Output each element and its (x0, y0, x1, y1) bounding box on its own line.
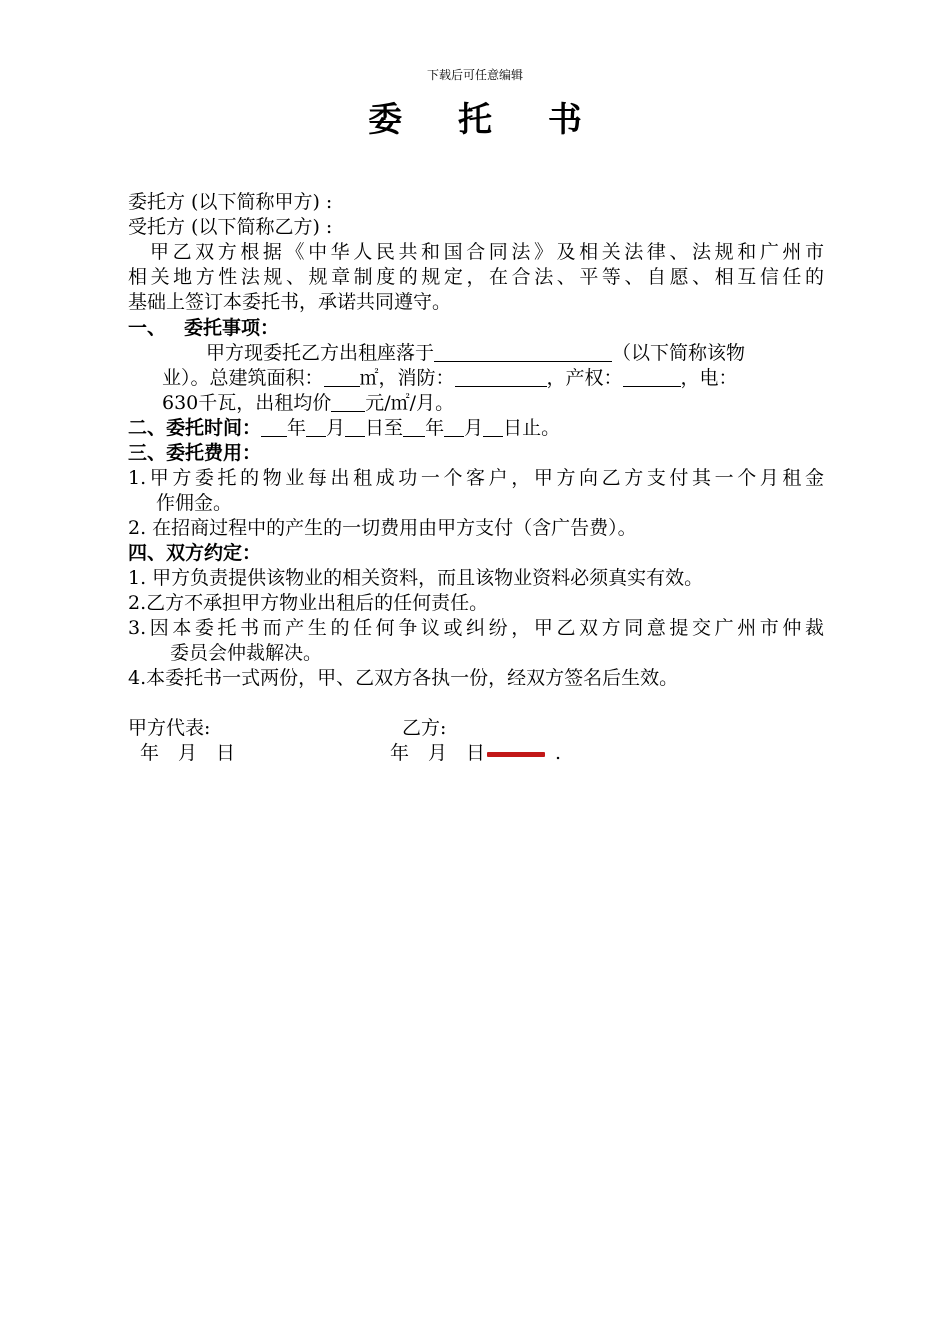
section-3-item-1-line-2: 作佣金。 (156, 492, 233, 514)
section-2-heading: 二、委托时间： (128, 417, 262, 439)
price-blank (331, 393, 365, 412)
intro-line-3: 基础上签订本委托书，承诺共同遵守。 (128, 291, 452, 313)
party-a-signature-label: 甲方代表: (128, 717, 211, 739)
section-4-heading: 四、双方约定： (128, 542, 262, 564)
section-1-title: 委托事项： (184, 317, 280, 339)
red-signature-mark (487, 752, 545, 757)
section-4-item-3-line-1: 3.因本委托书而产生的任何争议或纠纷，甲乙双方同意提交广州市仲裁 (128, 617, 824, 639)
section-1-line-2: 业）。总建筑面积： ㎡，消防： ，产权： ，电： (162, 367, 738, 389)
section-4-item-3-line-2: 委员会仲裁解决。 (170, 642, 323, 664)
section-4-item-2: 2.乙方不承担甲方物业出租后的任何责任。 (128, 592, 489, 614)
property-right-blank (623, 368, 681, 387)
area-blank (324, 368, 360, 387)
party-a-date: 年 月 日 (140, 742, 236, 764)
page-title: 委 托 书 (368, 100, 604, 140)
section-2-line: 二、委托时间： 年 月 日至 年 月 日止。 (128, 417, 561, 439)
section-3-heading: 三、委托费用： (128, 442, 262, 464)
fire-blank (455, 368, 547, 387)
section-1-line-3: 630千瓦，出租均价 元/㎡/月。 (162, 392, 455, 414)
section-1-line-1: 甲方现委托乙方出租座落于 （以下简称该物 (206, 342, 746, 364)
section-3-item-1-line-1: 1.甲方委托的物业每出租成功一个客户，甲方向乙方支付其一个月租金 (128, 467, 824, 489)
section-1-number: 一、 (128, 317, 167, 339)
section-4-item-1: 1. 甲方负责提供该物业的相关资料，而且该物业资料必须真实有效。 (128, 567, 704, 589)
intro-line-1: 甲乙双方根据《中华人民共和国合同法》及相关法律、法规和广州市 (150, 241, 824, 263)
section-3-item-2: 2. 在招商过程中的产生的一切费用由甲方支付（含广告费）。 (128, 517, 637, 539)
party-b-signature-label: 乙方: (402, 717, 447, 739)
section-4-item-4: 4.本委托书一式两份，甲、乙双方各执一份，经双方签名后生效。 (128, 667, 679, 689)
location-blank (434, 343, 612, 362)
section-1-heading (128, 316, 279, 341)
party-b-date: 年 月 日 (390, 742, 486, 764)
agent-line: 受托方 (以下简称乙方) : (128, 216, 333, 238)
intro-line-2: 相关地方性法规、规章制度的规定，在合法、平等、自愿、相互信任的 (128, 266, 824, 288)
party-b-date-line (390, 741, 561, 766)
principal-line: 委托方 (以下简称甲方) : (128, 191, 333, 213)
trailing-dot: . (555, 742, 562, 764)
header-note: 下载后可任意编辑 (426, 68, 523, 82)
